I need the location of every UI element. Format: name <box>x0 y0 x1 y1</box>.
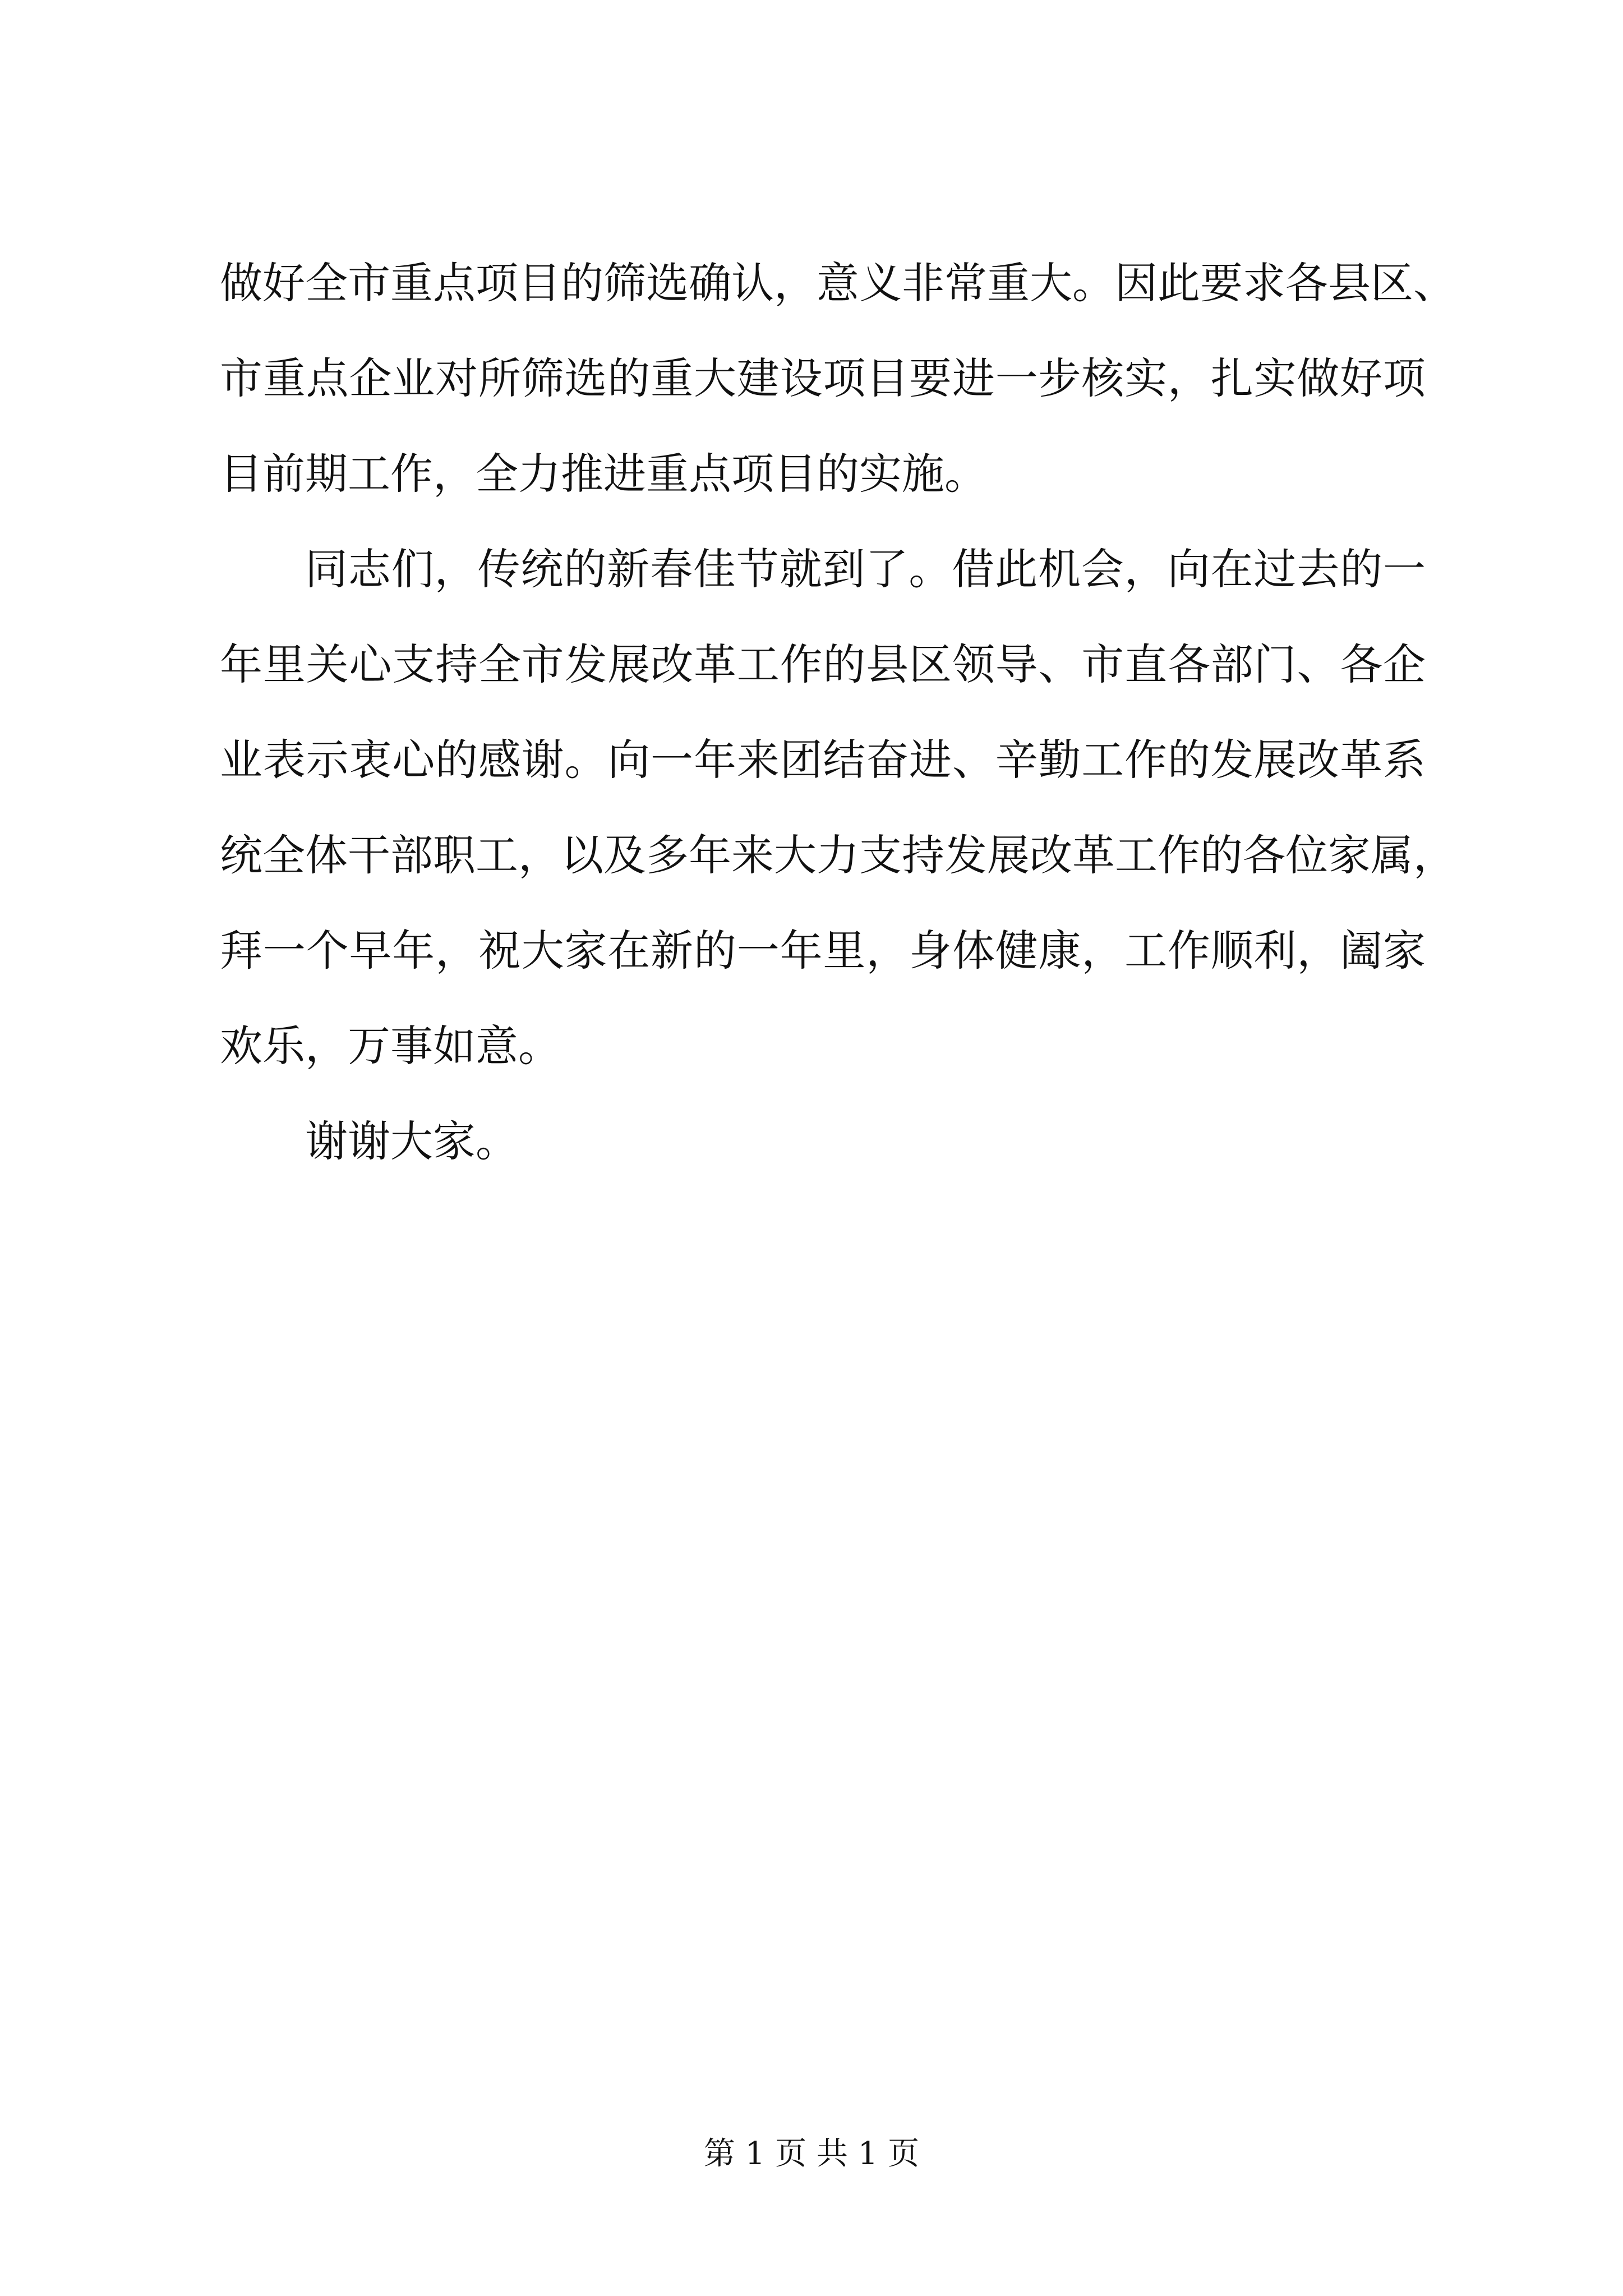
text-line: 做好全市重点项目的筛选确认，意义非常重大。因此要求各县区、 <box>220 258 1456 308</box>
paragraph-continuation <box>220 236 1456 522</box>
text-line: 谢谢大家。 <box>305 1116 518 1166</box>
document-body <box>220 236 1456 1189</box>
text-line: 市重点企业对所筛选的重大建设项目要进一步核实，扎实做好项 <box>220 353 1426 403</box>
paragraph-greetings <box>220 522 1456 1094</box>
text-line: 同志们，传统的新春佳节就到了。借此机会，向在过去的一 <box>305 544 1426 594</box>
text-line: 欢乐，万事如意。 <box>220 1021 561 1071</box>
text-line: 统全体干部职工，以及多年来大力支持发展改革工作的各位家属， <box>220 830 1456 880</box>
paragraph-closing <box>220 1094 1426 1189</box>
text-line: 年里关心支持全市发展改革工作的县区领导、市直各部门、各企 <box>220 639 1426 689</box>
text-line: 业表示衷心的感谢。向一年来团结奋进、辛勤工作的发展改革系 <box>220 735 1426 785</box>
page-number-footer: 第 1 页 共 1 页 <box>703 2136 920 2172</box>
text-line: 拜一个早年，祝大家在新的一年里，身体健康，工作顺利，阖家 <box>220 926 1426 976</box>
text-line: 目前期工作，全力推进重点项目的实施。 <box>220 449 987 499</box>
